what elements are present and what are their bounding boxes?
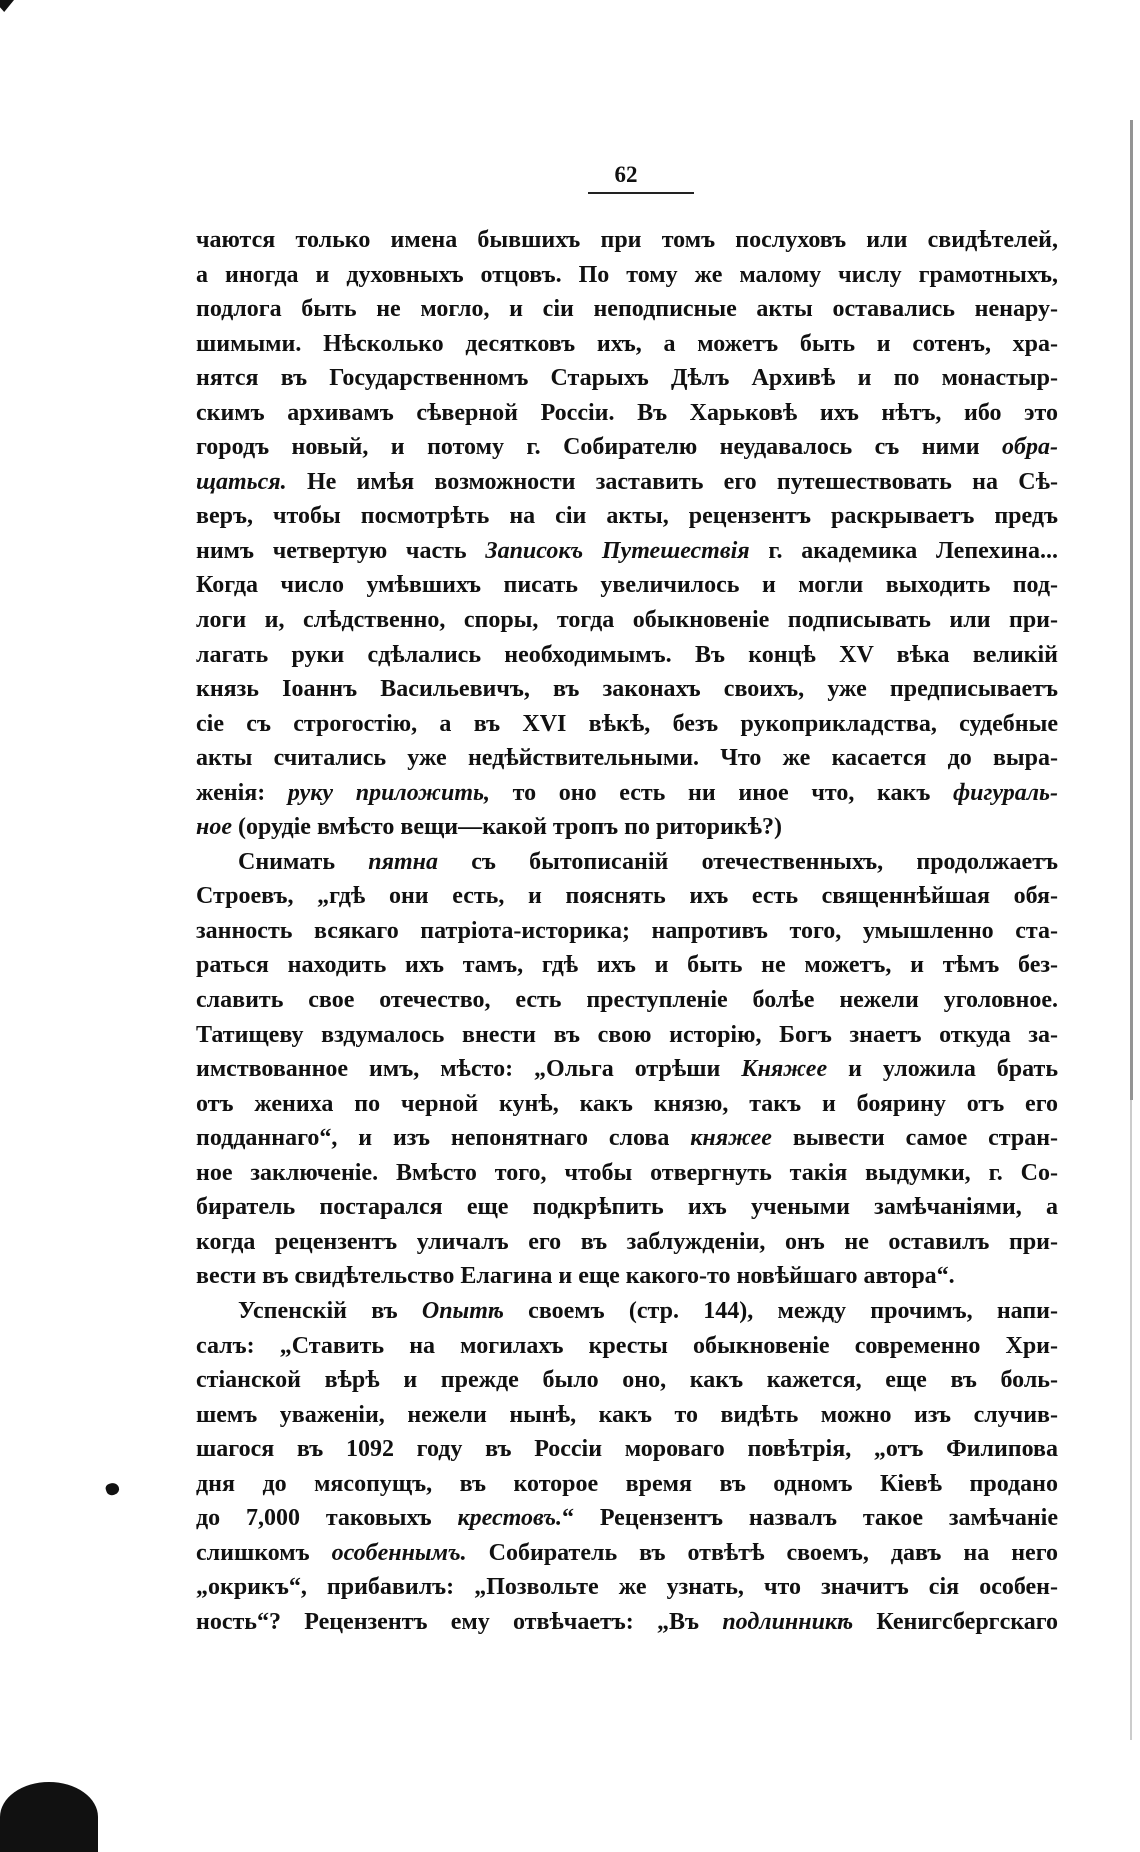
line-text: чаются только имена бывшихъ при томъ послуховъ или свидѣтелей, (196, 227, 1058, 253)
text-line (196, 396, 1058, 431)
line-text: сіе съ строгостію, а въ XVI вѣкѣ, безъ рукоприкладства, судебные (196, 710, 1058, 737)
line-text: слишкомъ (196, 1539, 332, 1566)
line-text: славить свое отечество, есть преступленіе болѣе нежели уголовное. (196, 987, 1058, 1014)
text-line (196, 1121, 1058, 1156)
line-text: отъ жениха по черной кунѣ, какъ князю, такъ и боярину отъ его (196, 1090, 1058, 1117)
line-text: и уложила брать (827, 1056, 1058, 1083)
line-text: Не имѣя возможности заставить его путешествовать на Сѣ- (286, 468, 1058, 495)
text-line (196, 948, 1058, 983)
text-line (196, 983, 1058, 1018)
text-line (196, 568, 1058, 603)
text-line (196, 914, 1058, 949)
line-text: ное заключеніе. Вмѣсто того, чтобы отвергнуть такія выдумки, г. Со- (196, 1159, 1058, 1186)
italic-text: фигураль- (953, 779, 1058, 806)
line-text: нимъ четвертую часть (196, 537, 486, 564)
line-text: Строевъ, „гдѣ они есть, и пояснять ихъ есть священнѣйшая обя- (196, 883, 1058, 910)
page-number: 62 (614, 162, 638, 187)
italic-text: Опытѣ (421, 1297, 504, 1324)
text-line (196, 1294, 1058, 1329)
line-text: подлога быть не могло, и сіи неподписные акты оставались ненару- (196, 296, 1058, 323)
text-line (196, 1570, 1058, 1605)
margin-ink-dot (104, 1481, 120, 1497)
line-text: съ бытописаній отечественныхъ, продолжаетъ (438, 848, 1058, 875)
line-text: когда рецензентъ уличалъ его въ заблужденіи, онъ не оставилъ при- (196, 1228, 1058, 1255)
line-text: до 7,000 таковыхъ (196, 1505, 458, 1532)
text-line (196, 1536, 1058, 1571)
line-text: лагать руки сдѣлались необходимымъ. Въ концѣ XV вѣка великій (196, 641, 1058, 668)
text-line (196, 1605, 1058, 1640)
line-text: Собиратель въ отвѣтѣ своемъ, давъ на него (466, 1539, 1058, 1566)
line-text: дня до мясопущъ, въ которое время въ одномъ Кіевѣ продано (196, 1470, 1058, 1497)
text-line (196, 707, 1058, 742)
text-line (196, 1501, 1058, 1536)
line-text: г. академика Лепехина... (749, 537, 1058, 564)
line-text: биратель постарался еще подкрѣпить ихъ учеными замѣчаніями, а (196, 1194, 1058, 1221)
italic-text: руку приложить, (287, 779, 490, 806)
page-edge-line-lower (1130, 1100, 1132, 1740)
italic-text: обра- (1002, 434, 1058, 461)
italic-text: крестовъ. (457, 1505, 562, 1532)
text-line (196, 879, 1058, 914)
italic-text: щаться. (196, 468, 287, 495)
line-text: Кенигсбергскаго (853, 1608, 1058, 1635)
text-line (196, 1398, 1058, 1433)
text-line (196, 465, 1058, 500)
text-line (196, 534, 1058, 569)
line-text: женія: (196, 779, 288, 806)
header-rule (588, 192, 694, 194)
text-line (196, 1467, 1058, 1502)
text-line (196, 1329, 1058, 1364)
line-text: князь Іоаннъ Васильевичъ, въ законахъ своихъ, уже предписываетъ (196, 676, 1058, 703)
line-text: Успенскій въ (238, 1297, 422, 1324)
line-text: вывести самое стран- (771, 1125, 1058, 1152)
line-text: подданнаго“, и изъ непонятнаго слова (196, 1125, 691, 1152)
line-text: ность“? Рецензентъ ему отвѣчаетъ: „Въ (196, 1608, 723, 1635)
line-text: шагося въ 1092 году въ Россіи моровaго повѣтрія, „отъ Филипова (196, 1436, 1058, 1463)
line-text: веръ, чтобы посмотрѣть на сіи акты, рецензентъ раскрываетъ предъ (196, 503, 1058, 530)
line-text: „окрикъ“, прибавилъ: „Позвольте же узнать, что значитъ сія особен- (196, 1574, 1058, 1601)
line-text: занность всякаго патріота-историка; напротивъ того, умышленно ста- (196, 917, 1058, 944)
text-line (196, 499, 1058, 534)
text-line (196, 1018, 1058, 1053)
line-text: салъ: „Ставить на могилахъ кресты обыкновеніе современно Хри- (196, 1332, 1058, 1359)
text-line (196, 638, 1058, 673)
line-text: вести въ свидѣтельство Елагина и еще какого-то новѣйшаго автора“. (196, 1263, 955, 1290)
line-text: Татищеву вздумалось внести въ свою исторію, Богъ знаетъ откуда за- (196, 1021, 1058, 1048)
text-line (196, 258, 1058, 293)
text-line (196, 1225, 1058, 1260)
line-text: нятся въ Государственномъ Старыхъ Дѣлъ Архивѣ и по монастыр- (196, 365, 1058, 392)
text-line (196, 810, 1058, 845)
line-text: имствованное имъ, мѣсто: „Ольга отрѣши (196, 1056, 742, 1083)
line-text: (орудіе вмѣсто вещи—какой тропъ по риторикѣ?) (231, 814, 783, 841)
italic-text: особеннымъ. (331, 1539, 467, 1566)
text-line (196, 603, 1058, 638)
scan-shadow (0, 1782, 98, 1852)
text-line (196, 672, 1058, 707)
line-text: стіанской вѣрѣ и прежде было оно, какъ кажется, еще въ боль- (196, 1367, 1058, 1394)
italic-text: ное (196, 814, 232, 841)
line-text: шимыми. Нѣсколько десятковъ ихъ, а можетъ быть и сотенъ, хра- (196, 330, 1058, 357)
text-line (196, 1156, 1058, 1191)
line-text: городъ новый, и потому г. Собирателю неудавалось съ ними (196, 434, 1003, 461)
line-text: а иногда и духовныхъ отцовъ. По тому же малому числу грамотныхъ, (196, 261, 1058, 288)
italic-text: Княжее (741, 1056, 828, 1083)
italic-text: пятна (368, 848, 438, 875)
text-line (196, 292, 1058, 327)
text-line (196, 1432, 1058, 1467)
line-text: Когда число умѣвшихъ писать увеличилось и могли выходить под- (196, 572, 1058, 599)
text-line (196, 845, 1058, 880)
text-line (196, 776, 1058, 811)
line-text: скимъ архивамъ сѣверной Россіи. Въ Харьковѣ ихъ нѣтъ, ибо это (196, 399, 1058, 426)
line-text: раться находить ихъ тамъ, гдѣ ихъ и быть не можетъ, и тѣмъ без- (196, 952, 1058, 979)
text-line (196, 741, 1058, 776)
text-line (196, 1363, 1058, 1398)
line-text: “ Рецензентъ назвалъ такое замѣчаніе (562, 1505, 1058, 1532)
text-line (196, 1087, 1058, 1122)
line-text: своемъ (стр. 144), между прочимъ, напи- (503, 1297, 1058, 1324)
page-edge-line (1130, 120, 1133, 1100)
line-text: акты считались уже недѣйствительными. Что же касается до выра- (196, 745, 1058, 772)
text-line (196, 1052, 1058, 1087)
text-line (196, 430, 1058, 465)
text-line (196, 1190, 1058, 1225)
text-line (196, 327, 1058, 362)
line-text: то оно есть ни иное что, какъ (489, 779, 953, 806)
text-line (196, 223, 1058, 258)
italic-text: Записокъ Путешествія (485, 537, 750, 564)
line-text: Снимать (238, 848, 369, 875)
corner-ink-mark (0, 0, 14, 12)
italic-text: княжее (690, 1125, 772, 1152)
line-text: логи и, слѣдственно, споры, тогда обыкновеніе подписывать или при- (196, 607, 1058, 634)
body-text (196, 223, 1058, 1639)
text-line (196, 1259, 1058, 1294)
text-line (196, 361, 1058, 396)
line-text: шемъ уваженіи, нежели нынѣ, какъ то видѣть можно изъ случив- (196, 1401, 1058, 1428)
italic-text: подлинникѣ (722, 1608, 854, 1635)
